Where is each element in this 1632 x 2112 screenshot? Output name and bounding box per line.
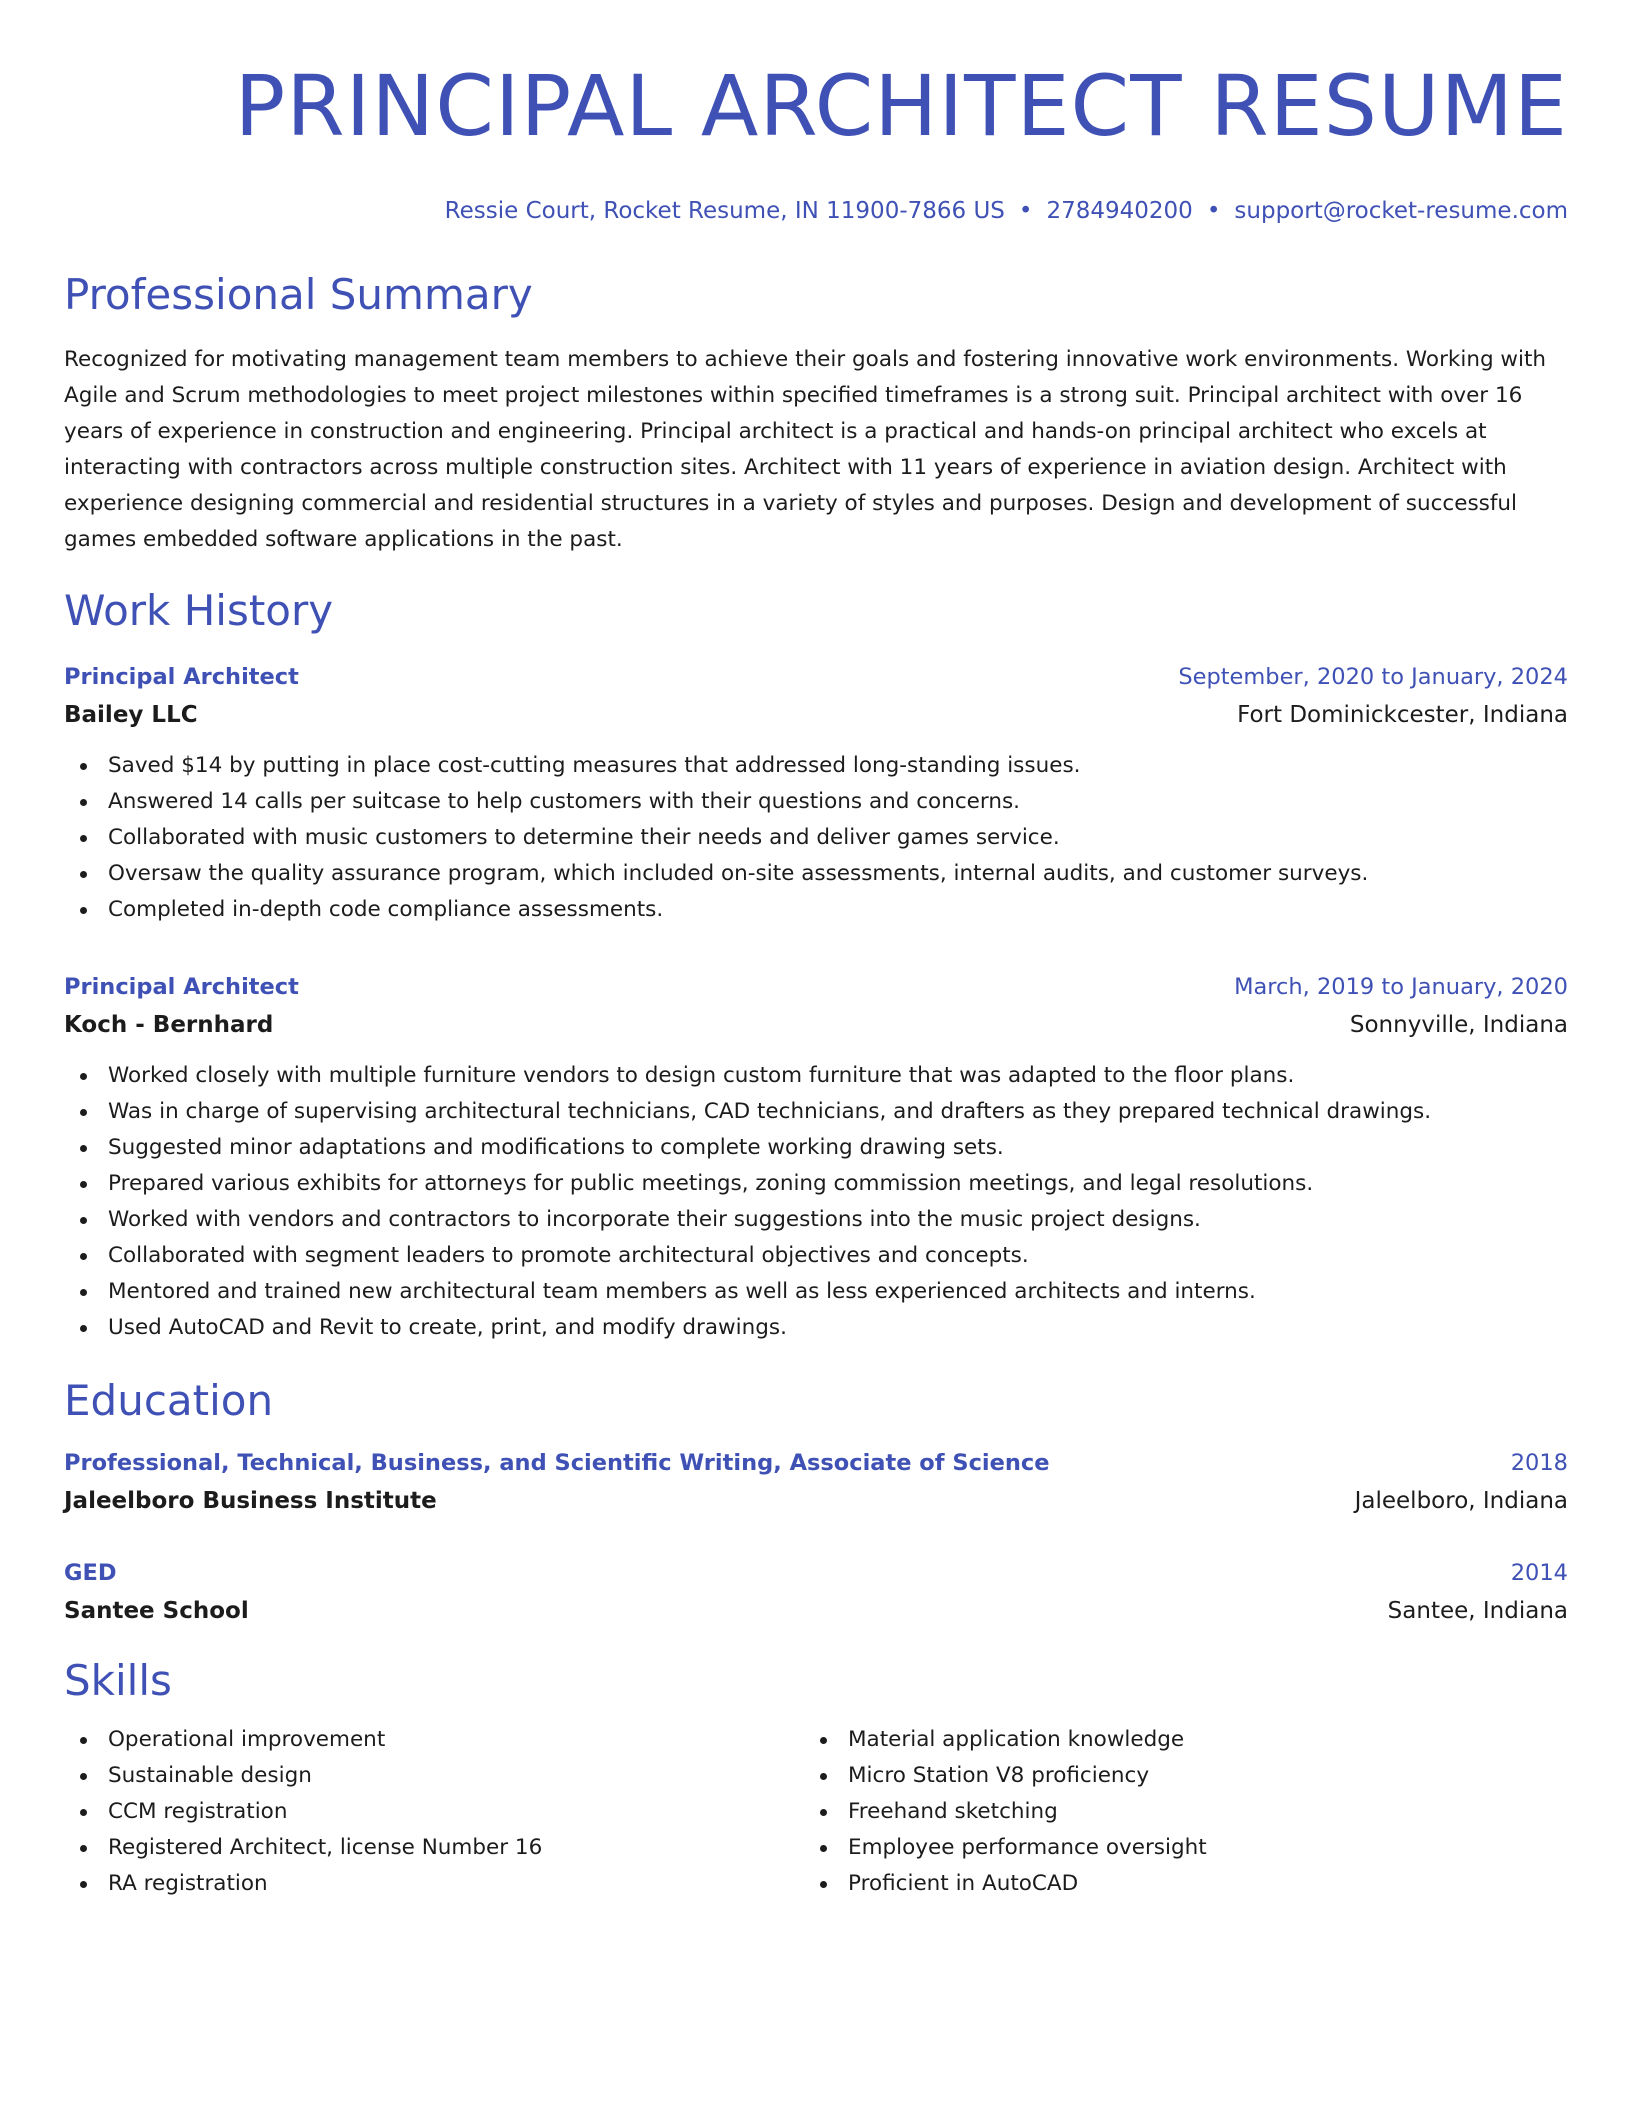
job-bullet-list (64, 748, 1568, 928)
resume-page (64, 0, 1568, 1902)
job-bullet: Answered 14 calls per suitcase to help customers with their questions and concerns. (64, 784, 1568, 820)
contact-separator: • (1018, 198, 1033, 224)
job-title: Principal Architect (64, 974, 299, 1000)
skill-item: Freehand sketching (804, 1794, 1544, 1830)
education-entry (64, 1554, 1568, 1630)
contact-email[interactable]: support@rocket-resume.com (1234, 198, 1568, 224)
education-school: Santee School (64, 1598, 249, 1624)
education-entry (64, 1444, 1568, 1520)
job-location: Sonnyville, Indiana (1349, 1012, 1568, 1038)
skill-item: Sustainable design (64, 1758, 804, 1794)
skills-list (64, 1722, 804, 1902)
education-year: 2014 (1510, 1560, 1568, 1586)
contact-separator: • (1206, 198, 1221, 224)
job-bullet: Collaborated with segment leaders to promote architectural objectives and concepts. (64, 1238, 1568, 1274)
skill-item: Operational improvement (64, 1722, 804, 1758)
job-location: Fort Dominickcester, Indiana (1237, 702, 1568, 728)
summary-heading: Professional Summary (64, 270, 533, 319)
contact-address: Ressie Court, Rocket Resume, IN 11900-7866 US (444, 198, 1005, 224)
education-location: Jaleelboro, Indiana (1354, 1488, 1568, 1514)
education-degree: Professional, Technical, Business, and Scientific Writing, Associate of Science (64, 1450, 1050, 1476)
job-entry (64, 658, 1568, 928)
skills-columns (64, 1722, 1568, 1902)
resume-title: PRINCIPAL ARCHITECT RESUME (234, 57, 1568, 155)
job-dates: September, 2020 to January, 2024 (1178, 664, 1568, 690)
job-bullet: Was in charge of supervising architectural technicians, CAD technicians, and drafters as they prepared technical drawings. (64, 1094, 1568, 1130)
contact-line (64, 196, 1568, 226)
skill-item: Employee performance oversight (804, 1830, 1544, 1866)
contact-phone: 2784940200 (1046, 198, 1193, 224)
skill-item: Proficient in AutoCAD (804, 1866, 1544, 1902)
skill-item: CCM registration (64, 1794, 804, 1830)
job-title: Principal Architect (64, 664, 299, 690)
education-location: Santee, Indiana (1387, 1598, 1568, 1624)
skill-item: RA registration (64, 1866, 804, 1902)
education-degree: GED (64, 1560, 117, 1586)
education-school: Jaleelboro Business Institute (64, 1488, 437, 1514)
job-company: Bailey LLC (64, 702, 198, 728)
job-bullet: Prepared various exhibits for attorneys for public meetings, zoning commission meetings, and legal resolutions. (64, 1166, 1568, 1202)
skill-item: Material application knowledge (804, 1722, 1544, 1758)
job-header-row (64, 968, 1568, 1006)
job-company-row (64, 1006, 1568, 1044)
job-bullet: Collaborated with music customers to determine their needs and deliver games service. (64, 820, 1568, 856)
job-bullet: Saved $14 by putting in place cost-cutting measures that addressed long-standing issues. (64, 748, 1568, 784)
job-company: Koch - Bernhard (64, 1012, 274, 1038)
education-header-row (64, 1444, 1568, 1482)
education-school-row (64, 1482, 1568, 1520)
job-bullet: Used AutoCAD and Revit to create, print, and modify drawings. (64, 1310, 1568, 1346)
job-company-row (64, 696, 1568, 734)
education-heading: Education (64, 1376, 274, 1425)
work-history-heading: Work History (64, 586, 334, 635)
education-year: 2018 (1510, 1450, 1568, 1476)
skills-column-left (64, 1722, 804, 1902)
summary-text: Recognized for motivating management team members to achieve their goals and fostering innovative work environments. Working with Agile and Scrum methodologies to meet project milestones within specified timeframes is a strong suit. Principal architect with over 16 years of experience in construction and engineering. Principal architect is a practical and hands-on principal architect who excels at interacting with contractors across multiple construction sites. Architect with 11 years of experience in aviation design. Architect with experience designing commercial and residential structures in a variety of styles and purposes. Design and development of successful games embedded software applications in the past. (64, 347, 1547, 552)
skills-heading: Skills (64, 1656, 172, 1705)
job-bullet: Mentored and trained new architectural team members as well as less experienced architects and interns. (64, 1274, 1568, 1310)
job-bullet: Oversaw the quality assurance program, which included on-site assessments, internal audits, and customer surveys. (64, 856, 1568, 892)
job-bullet: Worked closely with multiple furniture vendors to design custom furniture that was adapted to the floor plans. (64, 1058, 1568, 1094)
job-bullet-list (64, 1058, 1568, 1346)
skill-item: Registered Architect, license Number 16 (64, 1830, 804, 1866)
job-header-row (64, 658, 1568, 696)
job-bullet: Completed in-depth code compliance assessments. (64, 892, 1568, 928)
education-school-row (64, 1592, 1568, 1630)
skill-item: Micro Station V8 proficiency (804, 1758, 1544, 1794)
education-header-row (64, 1554, 1568, 1592)
job-entry (64, 968, 1568, 1346)
job-bullet: Worked with vendors and contractors to incorporate their suggestions into the music project designs. (64, 1202, 1568, 1238)
job-bullet: Suggested minor adaptations and modifications to complete working drawing sets. (64, 1130, 1568, 1166)
job-dates: March, 2019 to January, 2020 (1234, 974, 1568, 1000)
skills-list (804, 1722, 1544, 1902)
skills-column-right (804, 1722, 1544, 1902)
